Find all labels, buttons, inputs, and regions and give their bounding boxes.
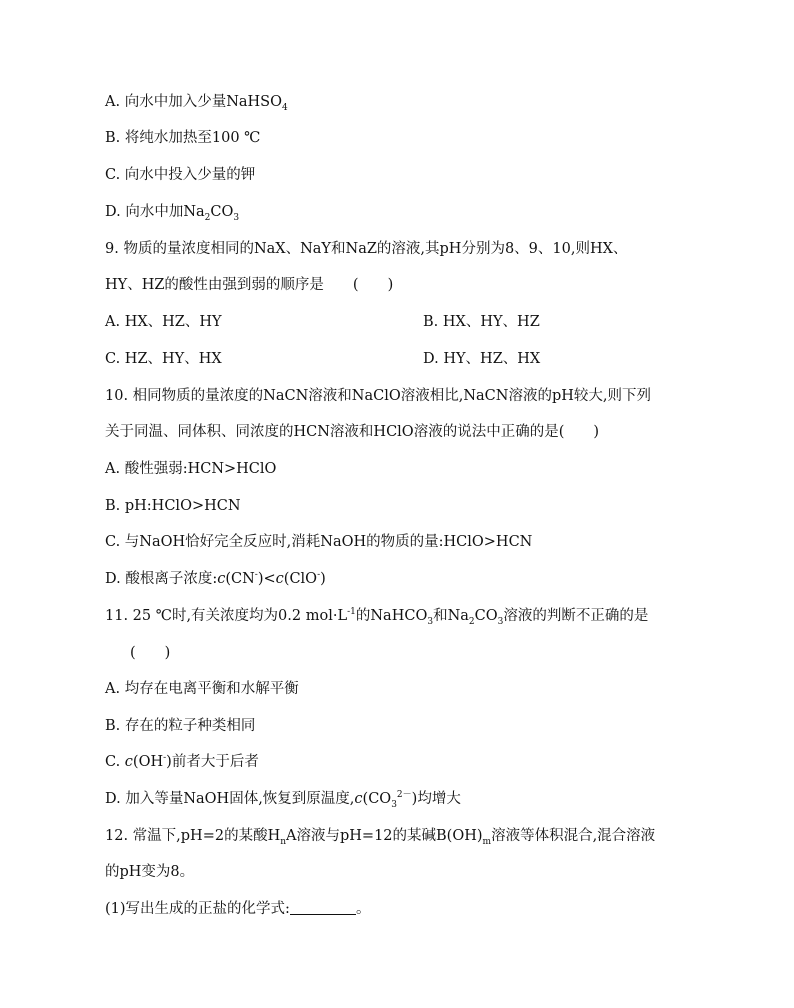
option-line: A. 均存在电离平衡和水解平衡 [105, 681, 299, 697]
option-line: C. HZ、HY、HX D. HY、HZ、HX [105, 351, 541, 367]
question-10-text: 10. 相同物质的量浓度的NaCN溶液和NaClO溶液相比,NaCN溶液的pH较大,则下列 [105, 388, 651, 404]
question-9-text: HY、HZ的酸性由强到弱的顺序是 ( ) [105, 277, 394, 293]
question-9-text: 9. 物质的量浓度相同的NaX、NaY和NaZ的溶液,其pH分别为8、9、10,则HX、 [105, 241, 628, 257]
question-12-text: (1)写出生成的正盐的化学式: 。 [105, 901, 371, 917]
option-line: B. pH:HClO>HCN [105, 498, 241, 514]
question-12-text: 12. 常温下,pH=2的某酸$H_nA$溶液与pH=12的某碱$B(OH)_m$溶液等体积混合,混合溶液 [105, 828, 656, 847]
option-line: D. 向水中加$Na_2CO_3$ [105, 204, 240, 223]
question-12-text: 的pH变为8。 [105, 864, 195, 880]
option-line: C. 与NaOH恰好完全反应时,消耗NaOH的物质的量:HClO>HCN [105, 534, 533, 550]
option-line: B. 存在的粒子种类相同 [105, 718, 256, 734]
option-line: A. HX、HZ、HY B. HX、HY、HZ [105, 314, 540, 330]
option-line: A. 酸性强弱:HCN>HClO [105, 461, 277, 477]
option-line: B. 将纯水加热至100 ℃ [105, 130, 261, 146]
answer-blank[interactable] [290, 900, 356, 915]
question-11-text: 11. 25 ℃时,有关浓度均为0.2 $mol\cdot L^{-1}$的NaHCO$_3$和$Na_2CO_3$溶液的判断不正确的是 [105, 607, 649, 627]
option-line: C. 向水中投入少量的钾 [105, 167, 256, 183]
option-line: D. 酸根离子浓度:c(CN-)<c(ClO-) [105, 570, 326, 587]
option-line: C. c(OH-)前者大于后者 [105, 753, 259, 770]
question-11-text: ( ) [130, 645, 171, 661]
question-10-text: 关于同温、同体积、同浓度的HCN溶液和HClO溶液的说法中正确的是( ) [105, 424, 600, 440]
option-line: A. 向水中加入少量NaHSO$_4$ [105, 94, 288, 113]
option-line: D. 加入等量NaOH固体,恢复到原温度$,c(CO_3^{2-})$均增大 [105, 790, 461, 810]
